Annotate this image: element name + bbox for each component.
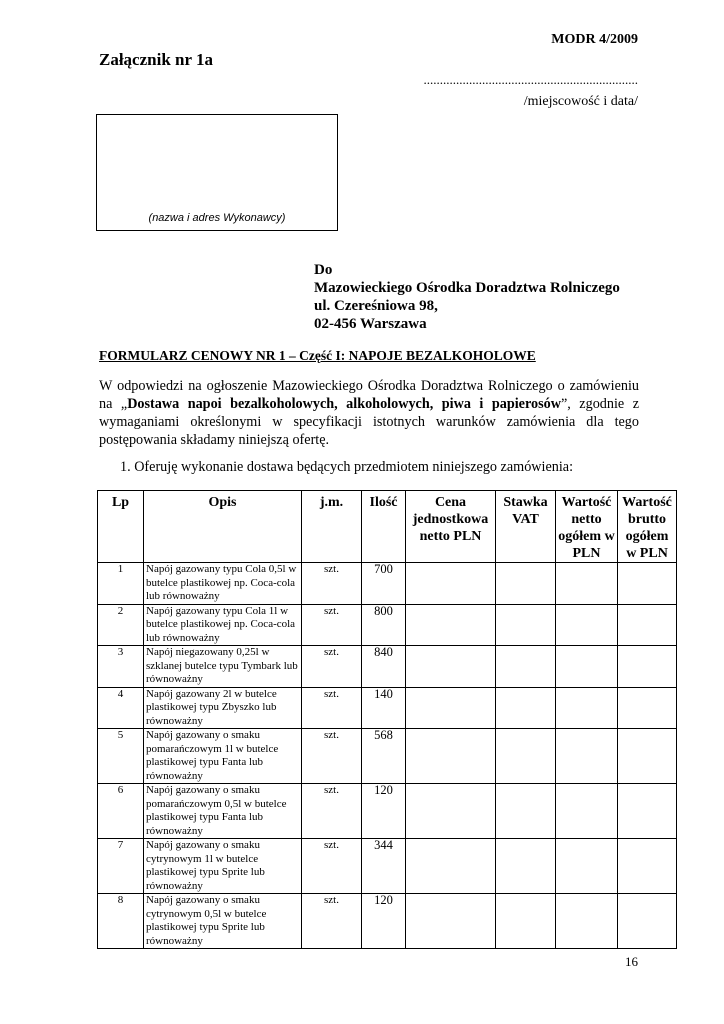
- row-lp: 3: [98, 646, 144, 688]
- row-vat-rate[interactable]: [496, 729, 556, 784]
- document-code: MODR 4/2009: [551, 32, 638, 47]
- table-row: [98, 784, 677, 839]
- addressee-line: Mazowieckiego Ośrodka Doradztwa Rolniczego: [314, 280, 620, 296]
- row-description: Napój gazowany 2l w butelce plastikowej typu Zbyszko lub równoważny: [144, 687, 302, 729]
- row-description: Napój gazowany o smaku pomarańczowym 0,5l w butelce plastikowej typu Fanta lub równoważny: [144, 784, 302, 839]
- row-unit-price[interactable]: [406, 729, 496, 784]
- row-vat-rate[interactable]: [496, 839, 556, 894]
- row-unit: szt.: [302, 839, 362, 894]
- form-title: FORMULARZ CENOWY NR 1 – Część I: NAPOJE BEZALKOHOLOWE: [99, 348, 536, 363]
- place-date-line: ..................................................................: [423, 72, 638, 87]
- row-net-value[interactable]: [556, 839, 618, 894]
- row-lp: 4: [98, 687, 144, 729]
- row-gross-value[interactable]: [618, 839, 677, 894]
- header-cena: Cena jednostkowa netto PLN: [406, 491, 496, 563]
- addressee-line: ul. Czereśniowa 98,: [314, 298, 438, 314]
- table-row: [98, 839, 677, 894]
- intro-text: ”, zgodnie z wymaganiami określonymi w specyfikacji istotnych warunków zamówienia dla tego postępowania składamy niniejszą ofertę.: [99, 396, 639, 448]
- table-header-row: [98, 491, 677, 563]
- addressee-block: [314, 261, 620, 333]
- row-gross-value[interactable]: [618, 687, 677, 729]
- row-unit: szt.: [302, 604, 362, 646]
- row-description: Napój gazowany typu Cola 0,5l w butelce plastikowej np. Coca-cola lub równoważny: [144, 563, 302, 605]
- table-row: [98, 646, 677, 688]
- row-lp: 8: [98, 894, 144, 949]
- row-vat-rate[interactable]: [496, 894, 556, 949]
- row-unit-price[interactable]: [406, 604, 496, 646]
- page-number: 16: [625, 954, 638, 969]
- row-lp: 6: [98, 784, 144, 839]
- intro-subject: Dostawa napoi bezalkoholowych, alkoholowych, piwa i papierosów: [127, 396, 561, 412]
- addressee-line: 02-456 Warszawa: [314, 316, 427, 332]
- intro-text: W odpowiedzi na ogłoszenie Mazowieckiego Ośrodka Doradztwa Rolniczego o zamówieniu na „: [99, 378, 639, 412]
- row-vat-rate[interactable]: [496, 604, 556, 646]
- row-unit-price[interactable]: [406, 687, 496, 729]
- row-vat-rate[interactable]: [496, 784, 556, 839]
- row-quantity: 140: [362, 687, 406, 729]
- row-description: Napój niegazowany 0,25l w szklanej butelce typu Tymbark lub równoważny: [144, 646, 302, 688]
- row-description: Napój gazowany typu Cola 1l w butelce plastikowej np. Coca-cola lub równoważny: [144, 604, 302, 646]
- row-net-value[interactable]: [556, 646, 618, 688]
- row-net-value[interactable]: [556, 563, 618, 605]
- contractor-box: [96, 114, 338, 231]
- header-netto: Wartość netto ogółem w PLN: [556, 491, 618, 563]
- row-gross-value[interactable]: [618, 894, 677, 949]
- row-vat-rate[interactable]: [496, 563, 556, 605]
- row-net-value[interactable]: [556, 894, 618, 949]
- row-vat-rate[interactable]: [496, 687, 556, 729]
- row-quantity: 120: [362, 894, 406, 949]
- row-lp: 2: [98, 604, 144, 646]
- intro-paragraph: [99, 377, 639, 449]
- row-unit: szt.: [302, 687, 362, 729]
- row-description: Napój gazowany o smaku pomarańczowym 1l w butelce plastikowej typu Fanta lub równoważny: [144, 729, 302, 784]
- table-row: [98, 729, 677, 784]
- table-row: [98, 894, 677, 949]
- header-jm: j.m.: [302, 491, 362, 563]
- header-ilosc: Ilość: [362, 491, 406, 563]
- row-quantity: 568: [362, 729, 406, 784]
- row-unit: szt.: [302, 729, 362, 784]
- table-row: [98, 687, 677, 729]
- header-vat: Stawka VAT: [496, 491, 556, 563]
- row-unit-price[interactable]: [406, 563, 496, 605]
- row-description: Napój gazowany o smaku cytrynowym 0,5l w butelce plastikowej typu Sprite lub równoważny: [144, 894, 302, 949]
- row-description: Napój gazowany o smaku cytrynowym 1l w butelce plastikowej typu Sprite lub równoważny: [144, 839, 302, 894]
- price-table: [97, 490, 677, 949]
- row-unit-price[interactable]: [406, 894, 496, 949]
- row-net-value[interactable]: [556, 729, 618, 784]
- row-unit-price[interactable]: [406, 646, 496, 688]
- row-quantity: 700: [362, 563, 406, 605]
- row-unit-price[interactable]: [406, 784, 496, 839]
- row-unit-price[interactable]: [406, 839, 496, 894]
- table-row: [98, 563, 677, 605]
- row-unit: szt.: [302, 784, 362, 839]
- row-gross-value[interactable]: [618, 563, 677, 605]
- row-net-value[interactable]: [556, 687, 618, 729]
- row-unit: szt.: [302, 646, 362, 688]
- row-net-value[interactable]: [556, 784, 618, 839]
- row-lp: 7: [98, 839, 144, 894]
- header-opis: Opis: [144, 491, 302, 563]
- row-quantity: 120: [362, 784, 406, 839]
- row-gross-value[interactable]: [618, 784, 677, 839]
- annex-title: Załącznik nr 1a: [99, 50, 213, 69]
- addressee-line: Do: [314, 262, 333, 278]
- row-quantity: 344: [362, 839, 406, 894]
- row-gross-value[interactable]: [618, 604, 677, 646]
- row-unit: szt.: [302, 894, 362, 949]
- table-row: [98, 604, 677, 646]
- row-gross-value[interactable]: [618, 646, 677, 688]
- offer-point: 1. Oferuję wykonanie dostawa będących przedmiotem niniejszego zamówienia:: [120, 459, 574, 475]
- header-lp: Lp: [98, 491, 144, 563]
- row-quantity: 800: [362, 604, 406, 646]
- row-lp: 1: [98, 563, 144, 605]
- contractor-label: (nazwa i adres Wykonawcy): [148, 212, 286, 224]
- row-lp: 5: [98, 729, 144, 784]
- row-quantity: 840: [362, 646, 406, 688]
- row-unit: szt.: [302, 563, 362, 605]
- row-vat-rate[interactable]: [496, 646, 556, 688]
- row-gross-value[interactable]: [618, 729, 677, 784]
- row-net-value[interactable]: [556, 604, 618, 646]
- place-date-label: /miejscowość i data/: [523, 94, 638, 109]
- header-brutto: Wartość brutto ogółem w PLN: [618, 491, 677, 563]
